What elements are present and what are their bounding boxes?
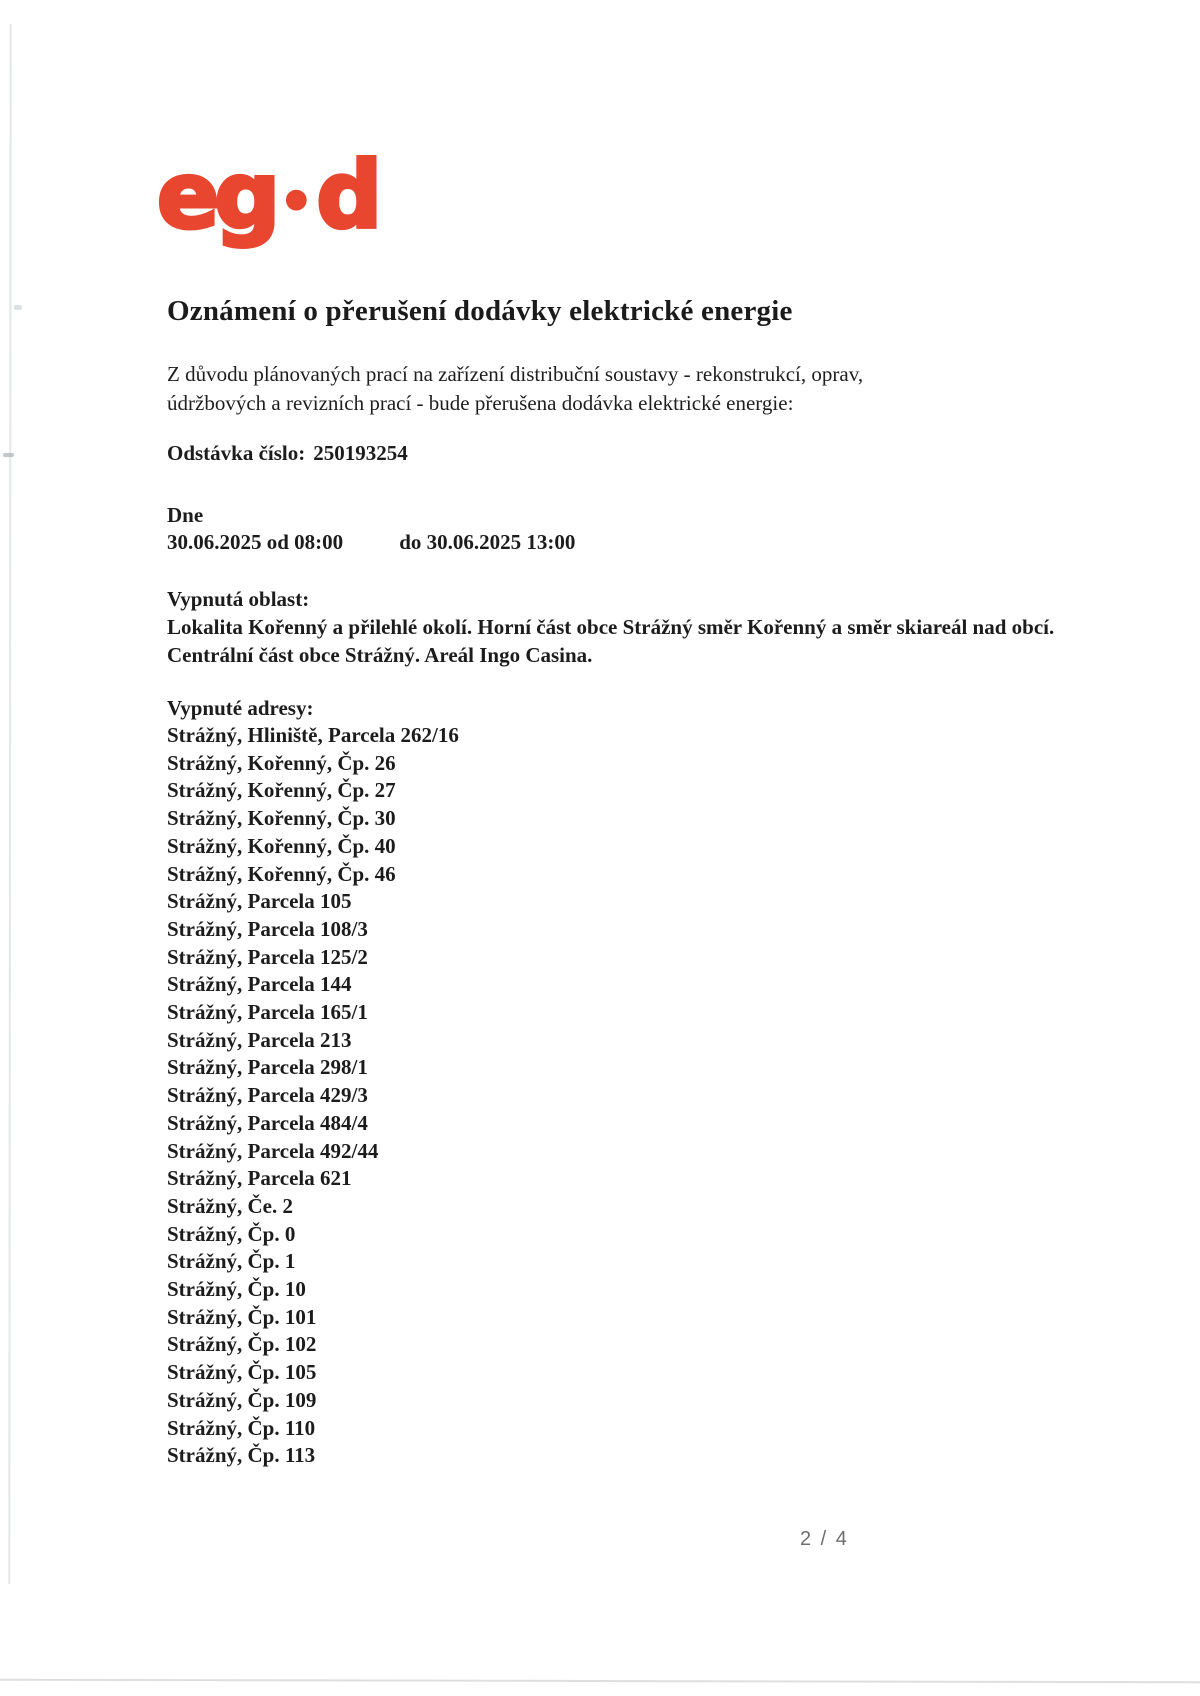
address-line: Strážný, Čp. 105 (167, 1360, 317, 1385)
address-line: Strážný, Čp. 1 (167, 1249, 296, 1274)
addresses-list (167, 722, 459, 1470)
area-section-label: Vypnutá oblast: (167, 587, 310, 611)
address-line: Strážný, Parcela 144 (167, 972, 352, 997)
address-line: Strážný, Parcela 621 (167, 1166, 352, 1191)
address-line: Strážný, Parcela 429/3 (167, 1083, 368, 1108)
page-title: Oznámení o přerušení dodávky elektrické energie (167, 295, 793, 327)
logo-text-d: d (316, 142, 378, 249)
address-line: Strážný, Parcela 125/2 (167, 944, 368, 969)
address-line: Strážný, Kořenný, Čp. 40 (167, 833, 396, 858)
address-line: Strážný, Parcela 298/1 (167, 1055, 368, 1080)
addresses-section-label: Vypnuté adresy: (167, 696, 314, 720)
outage-end-datetime: do 30.06.2025 13:00 (399, 530, 576, 554)
address-line: Strážný, Čp. 102 (167, 1332, 317, 1357)
address-line: Strážný, Kořenný, Čp. 30 (167, 806, 396, 831)
outage-number-value: 250193254 (313, 441, 408, 465)
address-line: Strážný, Parcela 213 (167, 1027, 352, 1052)
logo-text-eg: eg (157, 142, 276, 249)
outage-number-label: Odstávka číslo: (167, 441, 306, 465)
scan-artifact-mark (14, 305, 22, 310)
outage-number-line (167, 441, 408, 466)
scan-artifact-bottom-line (0, 1679, 1200, 1684)
address-line: Strážný, Kořenný, Čp. 46 (167, 861, 396, 886)
address-line: Strážný, Če. 2 (167, 1193, 293, 1218)
address-line: Strážný, Parcela 108/3 (167, 916, 368, 941)
address-line: Strážný, Kořenný, Čp. 26 (167, 750, 396, 775)
address-line: Strážný, Čp. 109 (167, 1387, 317, 1412)
date-label: Dne (167, 503, 204, 527)
address-line: Strážný, Čp. 0 (167, 1221, 296, 1246)
intro-line: Z důvodu plánovaných prací na zařízení distribuční soustavy - rekonstrukcí, oprav, (167, 362, 864, 386)
address-line: Strážný, Čp. 101 (167, 1304, 317, 1329)
egd-logo (157, 142, 378, 252)
address-line: Strážný, Parcela 484/4 (167, 1110, 368, 1135)
page-number: 2 / 4 (800, 1528, 849, 1550)
address-line: Strážný, Čp. 10 (167, 1277, 306, 1302)
address-line: Strážný, Parcela 492/44 (167, 1138, 379, 1163)
scan-artifact-mark (3, 453, 14, 457)
address-line: Strážný, Parcela 105 (167, 889, 352, 914)
area-description-line: Lokalita Kořenný a přilehlé okolí. Horní část obce Strážný směr Kořenný a směr skiareál nad obcí. (167, 615, 1055, 639)
address-line: Strážný, Čp. 113 (167, 1443, 316, 1468)
scan-artifact-vertical-line (8, 24, 11, 1584)
address-line: Strážný, Hliniště, Parcela 262/16 (167, 723, 459, 747)
address-line: Strážný, Kořenný, Čp. 27 (167, 778, 396, 803)
area-description (167, 614, 1127, 669)
outage-start-datetime: 30.06.2025 od 08:00 (167, 530, 344, 554)
address-line: Strážný, Parcela 165/1 (167, 1000, 368, 1025)
switched-off-addresses-section (167, 695, 459, 1470)
switched-off-area-section (167, 584, 1127, 669)
intro-paragraph (167, 360, 863, 418)
logo-dot-icon: • (279, 170, 314, 234)
intro-line: údržbových a revizních prací - bude přerušena dodávka elektrické energie: (167, 391, 794, 415)
outage-schedule-line (167, 530, 575, 555)
area-description-line: Centrální část obce Strážný. Areál Ingo Casina. (167, 642, 593, 667)
address-line: Strážný, Čp. 110 (167, 1415, 316, 1440)
